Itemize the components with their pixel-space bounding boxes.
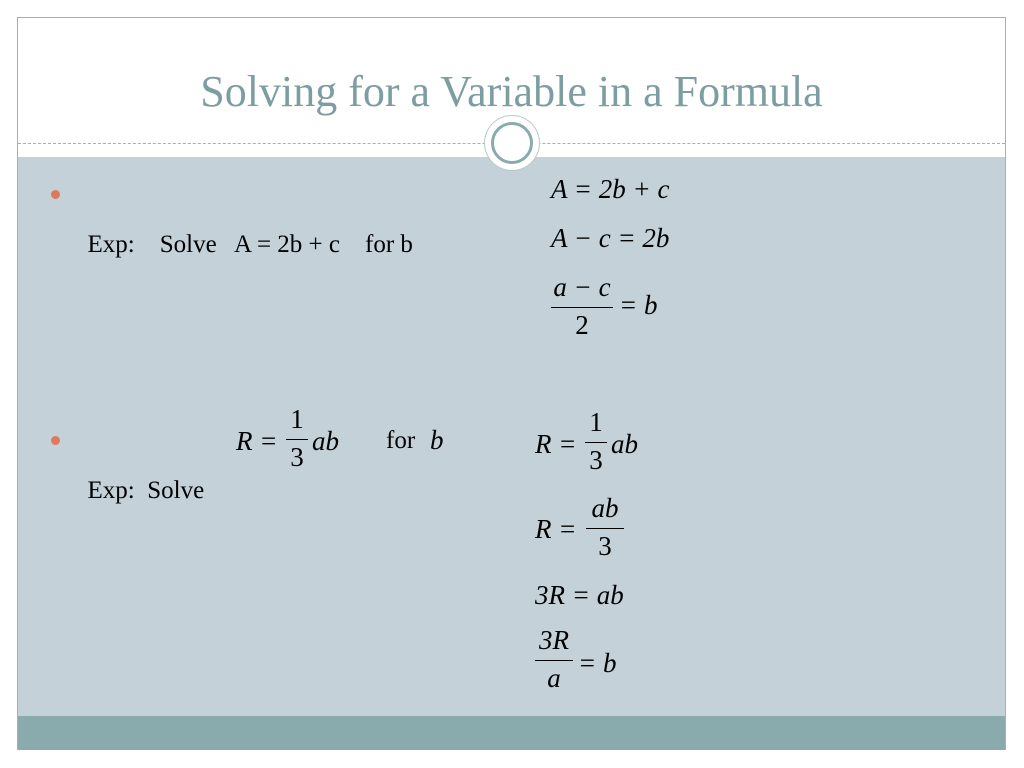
example2-step4-rhs: = b bbox=[578, 648, 617, 678]
example2-eq-rhs: ab bbox=[312, 426, 339, 456]
example2-step2-lhs: R = bbox=[535, 514, 577, 544]
fraction-numerator: ab bbox=[591, 493, 619, 523]
slide-title: Solving for a Variable in a Formula bbox=[200, 67, 823, 116]
example1-step3-fraction bbox=[551, 274, 613, 339]
fraction-numerator: a − c bbox=[553, 272, 611, 302]
example2-for: for bbox=[386, 427, 416, 454]
example2-step1-fraction bbox=[585, 409, 607, 474]
bullet-dot-icon bbox=[51, 190, 60, 199]
fraction-bar bbox=[551, 307, 613, 308]
ornament-ring bbox=[491, 122, 533, 164]
circle-ornament-icon bbox=[485, 116, 539, 170]
example2-bullet bbox=[75, 428, 204, 503]
example1-step3-rhs: = b bbox=[619, 290, 658, 320]
example2-step1-rhs: ab bbox=[611, 429, 638, 459]
fraction-numerator: 1 bbox=[290, 404, 304, 434]
footer-bar bbox=[18, 716, 1005, 750]
fraction-bar bbox=[535, 660, 573, 661]
example1-text: Exp: Solve A = 2b + c for b bbox=[87, 231, 413, 258]
example2-step3: 3R = ab bbox=[535, 580, 624, 610]
bullet-dot-icon bbox=[51, 436, 60, 445]
fraction-bar bbox=[586, 528, 624, 529]
fraction-denominator: 3 bbox=[598, 531, 612, 561]
example2-step1-lhs: R = bbox=[535, 429, 577, 459]
example2-prefix: Exp: Solve bbox=[87, 477, 205, 504]
fraction-denominator: 2 bbox=[575, 310, 589, 340]
example2-eq-fraction bbox=[286, 406, 308, 471]
fraction-denominator: 3 bbox=[290, 442, 304, 472]
example1-bullet bbox=[75, 182, 413, 257]
slide-frame bbox=[17, 17, 1006, 750]
example2-eq-lhs: R = bbox=[236, 426, 278, 456]
fraction-denominator: 3 bbox=[589, 445, 603, 475]
example2-step2-fraction bbox=[586, 495, 624, 560]
fraction-numerator: 3R bbox=[539, 625, 569, 655]
example1-step2: A − c = 2b bbox=[551, 223, 670, 253]
fraction-numerator: 1 bbox=[589, 407, 603, 437]
example1-step1: A = 2b + c bbox=[551, 174, 670, 204]
fraction-denominator: a bbox=[547, 663, 561, 693]
fraction-bar bbox=[585, 442, 607, 443]
example2-step4-fraction bbox=[535, 627, 573, 692]
example2-var: b bbox=[430, 425, 444, 455]
fraction-bar bbox=[286, 439, 308, 440]
